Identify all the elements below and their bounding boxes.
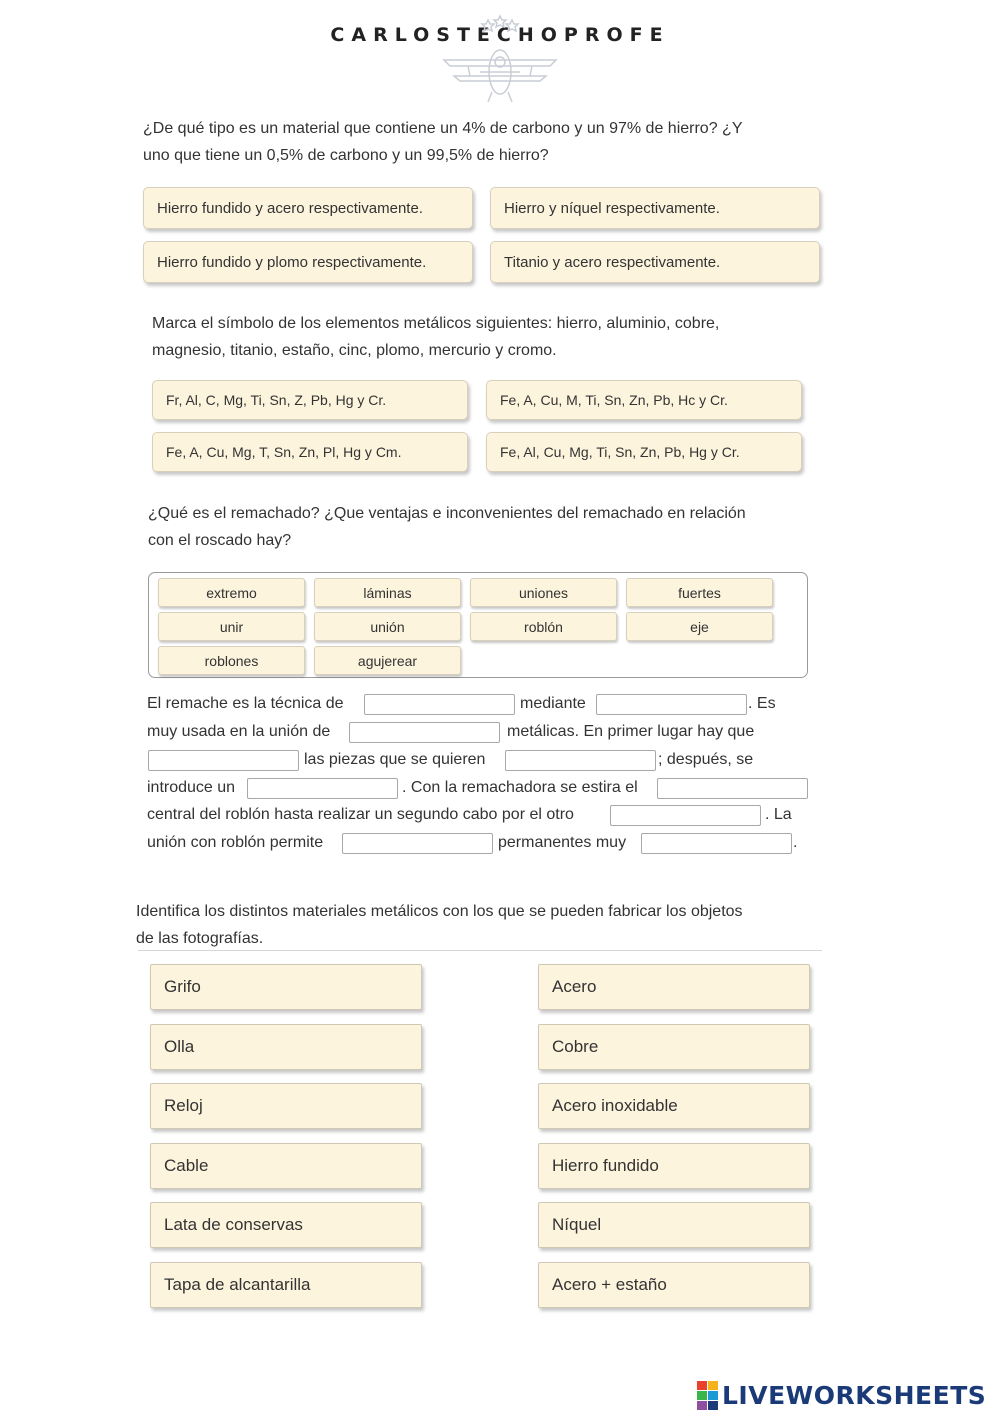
word-chip-agujerear[interactable]: agujerear (314, 646, 461, 675)
match-right-5[interactable]: Níquel (538, 1202, 810, 1248)
q2-option-3[interactable]: Fe, A, Cu, Mg, T, Sn, Zn, Pl, Hg y Cm. (152, 432, 468, 472)
question-4-line-1: Identifica los distintos materiales metálicos con los que se pueden fabricar los objetos (136, 903, 743, 920)
cloze-text-7: ; después, se (658, 751, 754, 768)
question-3 (148, 500, 746, 554)
blank-9[interactable] (342, 833, 493, 854)
cloze-text-1: El remache es la técnica de (147, 695, 344, 712)
cloze-text-10: central del roblón hasta realizar un segundo cabo por el otro (147, 806, 574, 823)
question-1-line-1: ¿De qué tipo es un material que contiene un 4% de carbono y un 97% de hierro? ¿Y (143, 120, 743, 137)
question-2 (152, 310, 719, 364)
question-3-line-2: con el roscado hay? (148, 532, 292, 549)
question-1 (143, 115, 742, 169)
blank-10[interactable] (641, 833, 792, 854)
divider (138, 950, 822, 951)
q1-option-1[interactable]: Hierro fundido y acero respectivamente. (143, 187, 473, 229)
match-left-5[interactable]: Lata de conservas (150, 1202, 422, 1248)
word-chip-union[interactable]: unión (314, 612, 461, 641)
cloze-text-11: . La (765, 806, 792, 823)
question-3-line-1: ¿Qué es el remachado? ¿Que ventajas e inconvenientes del remachado en relación (148, 505, 746, 522)
match-left-3[interactable]: Reloj (150, 1083, 422, 1129)
word-chip-eje[interactable]: eje (626, 612, 773, 641)
q2-option-4[interactable]: Fe, Al, Cu, Mg, Ti, Sn, Zn, Pb, Hg y Cr. (486, 432, 802, 472)
question-2-line-2: magnesio, titanio, estaño, cinc, plomo, mercurio y cromo. (152, 342, 557, 359)
blank-3[interactable] (349, 722, 500, 743)
logo-text: LIVEWORKSHEETS (722, 1381, 987, 1410)
blank-4[interactable] (148, 750, 299, 771)
word-chip-fuertes[interactable]: fuertes (626, 578, 773, 607)
match-right-1[interactable]: Acero (538, 964, 810, 1010)
cloze-text-9: . Con la remachadora se estira el (402, 779, 638, 796)
cloze-text-6: las piezas que se quieren (304, 751, 486, 768)
cloze-text-12: unión con roblón permite (147, 834, 324, 851)
match-left-2[interactable]: Olla (150, 1024, 422, 1070)
q2-option-1[interactable]: Fr, Al, C, Mg, Ti, Sn, Z, Pb, Hg y Cr. (152, 380, 468, 420)
cloze-text-4: muy usada en la unión de (147, 723, 331, 740)
match-left-6[interactable]: Tapa de alcantarilla (150, 1262, 422, 1308)
cloze-text-3: . Es (748, 695, 776, 712)
liveworksheets-logo (697, 1381, 986, 1410)
match-left-1[interactable]: Grifo (150, 964, 422, 1010)
q2-option-2[interactable]: Fe, A, Cu, M, Ti, Sn, Zn, Pb, Hc y Cr. (486, 380, 802, 420)
cloze-text-2: mediante (520, 695, 586, 712)
airplane-icon (440, 14, 560, 104)
match-left-4[interactable]: Cable (150, 1143, 422, 1189)
cloze-text-5: metálicas. En primer lugar hay que (507, 723, 755, 740)
match-right-3[interactable]: Acero inoxidable (538, 1083, 810, 1129)
cloze-text-8: introduce un (147, 779, 236, 796)
question-1-line-2: uno que tiene un 0,5% de carbono y un 99,5% de hierro? (143, 147, 549, 164)
word-chip-extremo[interactable]: extremo (158, 578, 305, 607)
match-right-6[interactable]: Acero + estaño (538, 1262, 810, 1308)
match-right-2[interactable]: Cobre (538, 1024, 810, 1070)
word-chip-laminas[interactable]: láminas (314, 578, 461, 607)
logo-squares-icon (697, 1381, 718, 1410)
blank-1[interactable] (364, 694, 515, 715)
word-bank (148, 572, 808, 678)
blank-5[interactable] (505, 750, 656, 771)
word-chip-roblon[interactable]: roblón (470, 612, 617, 641)
cloze-text-13: permanentes muy (498, 834, 627, 851)
cloze-text-14: . (793, 834, 798, 851)
word-chip-roblones[interactable]: roblones (158, 646, 305, 675)
blank-7[interactable] (657, 778, 808, 799)
blank-2[interactable] (596, 694, 747, 715)
q1-option-2[interactable]: Hierro y níquel respectivamente. (490, 187, 820, 229)
blank-8[interactable] (610, 805, 761, 826)
question-2-line-1: Marca el símbolo de los elementos metálicos siguientes: hierro, aluminio, cobre, (152, 315, 720, 332)
q1-option-4[interactable]: Titanio y acero respectivamente. (490, 241, 820, 283)
word-chip-unir[interactable]: unir (158, 612, 305, 641)
match-right-4[interactable]: Hierro fundido (538, 1143, 810, 1189)
word-chip-uniones[interactable]: uniones (470, 578, 617, 607)
question-4-line-2: de las fotografías. (136, 930, 264, 947)
question-4 (136, 898, 743, 952)
brand-title: CARLOSTECHOPROFE (330, 24, 670, 46)
blank-6[interactable] (247, 778, 398, 799)
q1-option-3[interactable]: Hierro fundido y plomo respectivamente. (143, 241, 473, 283)
